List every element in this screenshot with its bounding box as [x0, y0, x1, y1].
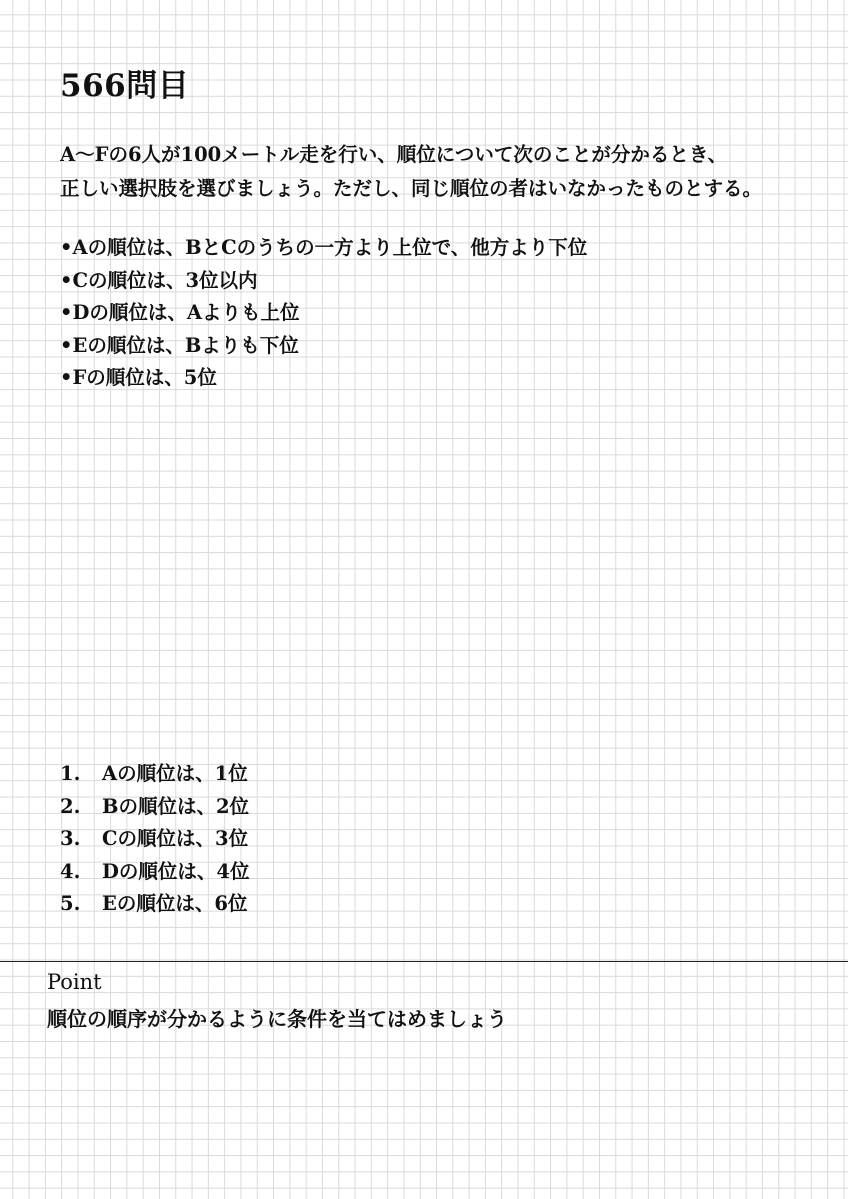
choice-number: 5.	[60, 892, 81, 915]
choice-number: 4.	[60, 859, 81, 883]
choice-item[interactable]	[60, 823, 249, 856]
choice-item[interactable]	[60, 856, 249, 889]
condition-item: •Aの順位は、BとCのうちの一方より上位で、他方より下位	[60, 236, 588, 259]
section-divider	[0, 961, 848, 962]
choice-text: Eの順位は、6位	[102, 892, 248, 915]
condition-item: •Dの順位は、Aよりも上位	[60, 301, 300, 324]
page-title: 566問目	[60, 68, 190, 104]
condition-list	[60, 232, 587, 395]
choice-text: Aの順位は、1位	[102, 762, 248, 785]
choice-item[interactable]	[60, 758, 249, 791]
choice-item[interactable]	[60, 791, 249, 824]
choice-text: Cの順位は、3位	[102, 827, 249, 850]
condition-item: •Eの順位は、Bよりも下位	[60, 333, 299, 357]
question-text	[60, 138, 762, 206]
point-text: 順位の順序が分かるように条件を当てはめましょう	[47, 1007, 507, 1031]
choice-number: 2.	[60, 794, 81, 818]
choice-list	[60, 758, 249, 921]
question-line-1: A〜Fの6人が100メートル走を行い、順位について次のことが分かるとき、	[60, 143, 728, 166]
choice-item[interactable]	[60, 888, 249, 921]
choice-number: 3.	[60, 827, 81, 850]
condition-item: •Fの順位は、5位	[60, 366, 217, 389]
choice-text: Bの順位は、2位	[102, 794, 250, 818]
condition-item: •Cの順位は、3位以内	[60, 268, 258, 292]
choice-text: Dの順位は、4位	[102, 859, 250, 883]
question-line-2: 正しい選択肢を選びましょう。ただし、同じ順位の者はいなかったものとする。	[60, 177, 763, 200]
choice-number: 1.	[60, 762, 81, 785]
point-heading: Point	[47, 970, 102, 994]
